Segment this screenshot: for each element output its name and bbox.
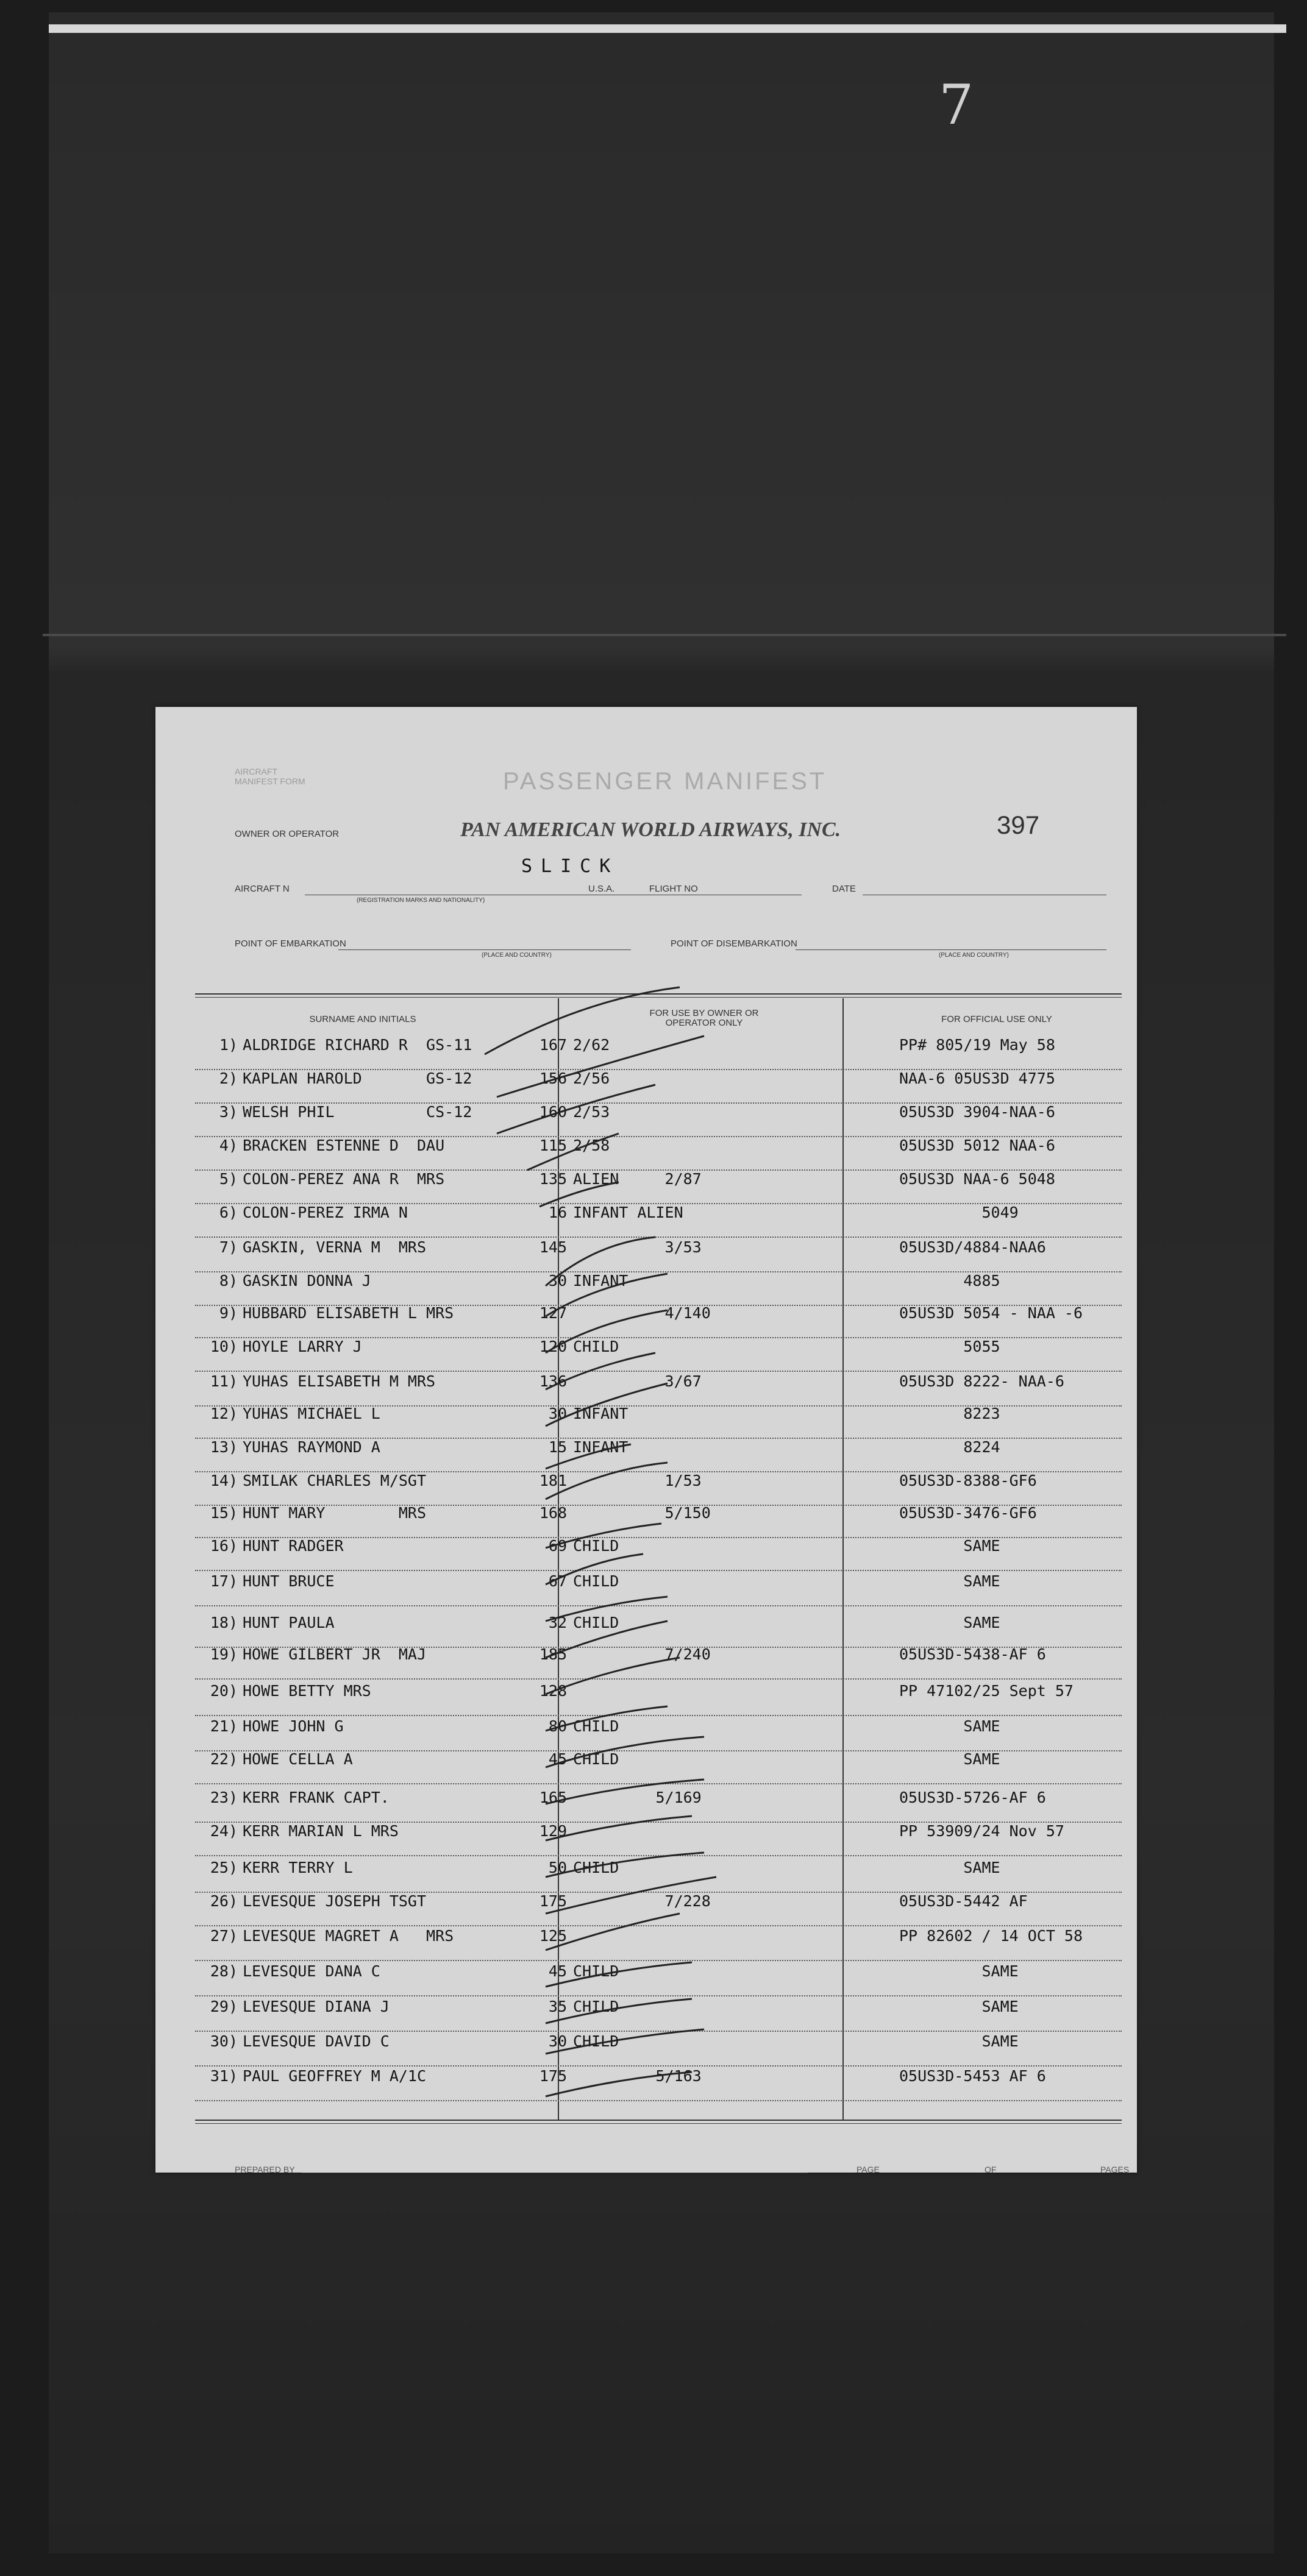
passenger-weight: 50 — [548, 1859, 567, 1876]
passenger-name: KERR FRANK CAPT. — [243, 1789, 390, 1806]
official-note: SAME — [899, 2032, 1019, 2050]
passenger-weight: 69 — [548, 1537, 567, 1555]
operator-note: 7/228 — [573, 1892, 711, 1910]
passenger-weight: 175 — [539, 2067, 567, 2085]
col-header-owner: FOR USE BY OWNER OR OPERATOR ONLY — [649, 1008, 759, 1028]
passenger-name: PAUL GEOFFREY M A/1C — [243, 2067, 427, 2085]
row-number: 16) — [210, 1537, 238, 1555]
row-number: 25) — [210, 1859, 238, 1876]
operator-note: CHILD — [573, 2032, 619, 2050]
passenger-name: COLON-PEREZ IRMA N — [243, 1204, 408, 1221]
operator-note: 3/53 — [573, 1238, 702, 1256]
passenger-name: KERR MARIAN L MRS — [243, 1822, 399, 1840]
row-number: 2) — [219, 1070, 238, 1087]
passenger-name: YUHAS MICHAEL L — [243, 1405, 380, 1422]
official-note: 8223 — [899, 1405, 1000, 1422]
operator-note: 5/169 — [573, 1789, 702, 1806]
row-number: 9) — [219, 1304, 238, 1322]
official-note: SAME — [899, 1998, 1019, 2015]
operator-note: 7/240 — [573, 1645, 711, 1663]
operator-note: 2/62 — [573, 1036, 610, 1054]
row-number: 22) — [210, 1750, 238, 1768]
form-code: AIRCRAFT MANIFEST FORM — [235, 767, 305, 786]
passenger-name: COLON-PEREZ ANA R MRS — [243, 1170, 445, 1188]
official-note: 05US3D 5012 NAA-6 — [899, 1137, 1055, 1154]
official-note: 05US3D-5438-AF 6 — [899, 1645, 1046, 1663]
row-number: 6) — [219, 1204, 238, 1221]
row-number: 12) — [210, 1405, 238, 1422]
row-number: 14) — [210, 1472, 238, 1489]
official-note: 05US3D 5054 - NAA -6 — [899, 1304, 1083, 1322]
passenger-name: WELSH PHIL CS-12 — [243, 1103, 472, 1121]
manifest-title: PASSENGER MANIFEST — [503, 768, 827, 795]
official-note: 05US3D-5442 AF — [899, 1892, 1028, 1910]
passenger-weight: 168 — [539, 1504, 567, 1522]
operator-note: 3/67 — [573, 1372, 702, 1390]
operator-note: 2/58 — [573, 1137, 610, 1154]
passenger-name: KERR TERRY L — [243, 1859, 353, 1876]
operator-note: CHILD — [573, 1537, 619, 1555]
official-note: SAME — [899, 1717, 1000, 1735]
passenger-weight: 32 — [548, 1614, 567, 1631]
passenger-weight: 30 — [548, 1405, 567, 1422]
official-note: PP 82602 / 14 OCT 58 — [899, 1927, 1083, 1945]
official-note: SAME — [899, 1859, 1000, 1876]
passenger-weight: 145 — [539, 1238, 567, 1256]
owner-name: PAN AMERICAN WORLD AIRWAYS, INC. — [460, 818, 841, 841]
passenger-weight: 15 — [548, 1438, 567, 1456]
operator-note: INFANT ALIEN — [573, 1204, 683, 1221]
operator-note: CHILD — [573, 1998, 619, 2015]
official-note: 05US3D-8388-GF6 — [899, 1472, 1037, 1489]
operator-note: 5/163 — [573, 2067, 702, 2085]
slick-stamp: SLICK — [521, 856, 619, 877]
official-note: 8224 — [899, 1438, 1000, 1456]
official-note: SAME — [899, 1962, 1019, 1980]
official-note: PP 53909/24 Nov 57 — [899, 1822, 1064, 1840]
official-note: 05US3D 3904-NAA-6 — [899, 1103, 1055, 1121]
passenger-weight: 127 — [539, 1304, 567, 1322]
official-note: SAME — [899, 1572, 1000, 1590]
film-divider — [43, 634, 1286, 636]
passenger-name: GASKIN, VERNA M MRS — [243, 1238, 427, 1256]
passenger-weight: 160 — [539, 1103, 567, 1121]
row-number: 11) — [210, 1372, 238, 1390]
passenger-name: HUNT RADGER — [243, 1537, 344, 1555]
aircraft-label: AIRCRAFT N — [235, 884, 290, 894]
official-note: 5049 — [899, 1204, 1019, 1221]
operator-note: ALIEN 2/87 — [573, 1170, 702, 1188]
operator-note: CHILD — [573, 1750, 619, 1768]
page-label: PAGE — [856, 2165, 880, 2174]
row-number: 10) — [210, 1338, 238, 1355]
passenger-weight: 45 — [548, 1962, 567, 1980]
passenger-name: LEVESQUE DAVID C — [243, 2032, 390, 2050]
official-note: NAA-6 05US3D 4775 — [899, 1070, 1055, 1087]
passenger-name: LEVESQUE DANA C — [243, 1962, 380, 1980]
operator-note: 2/53 — [573, 1103, 610, 1121]
handwritten-check-marks — [155, 707, 1137, 2173]
operator-note: CHILD — [573, 1572, 619, 1590]
operator-note: CHILD — [573, 1614, 619, 1631]
row-number: 26) — [210, 1892, 238, 1910]
passenger-weight: 185 — [539, 1645, 567, 1663]
page-number: 397 — [997, 811, 1040, 839]
official-note: SAME — [899, 1537, 1000, 1555]
operator-note: INFANT — [573, 1405, 629, 1422]
row-number: 3) — [219, 1103, 238, 1121]
passenger-name: HOWE JOHN G — [243, 1717, 344, 1735]
passenger-weight: 165 — [539, 1789, 567, 1806]
row-number: 24) — [210, 1822, 238, 1840]
official-note: PP 47102/25 Sept 57 — [899, 1682, 1074, 1700]
passenger-name: LEVESQUE MAGRET A MRS — [243, 1927, 454, 1945]
passenger-weight: 30 — [548, 2032, 567, 2050]
disembarkation-place-sublabel: (PLACE AND COUNTRY) — [939, 952, 1009, 959]
passenger-name: HOWE BETTY MRS — [243, 1682, 371, 1700]
passenger-name: SMILAK CHARLES M/SGT — [243, 1472, 427, 1489]
passenger-weight: 35 — [548, 1998, 567, 2015]
passenger-weight: 16 — [548, 1204, 567, 1221]
passenger-name: HUNT BRUCE — [243, 1572, 335, 1590]
row-number: 28) — [210, 1962, 238, 1980]
official-note: SAME — [899, 1750, 1000, 1768]
date-label: DATE — [832, 884, 856, 894]
usa-label: U.S.A. — [588, 884, 615, 894]
operator-note: 2/56 — [573, 1070, 610, 1087]
official-note: 05US3D NAA-6 5048 — [899, 1170, 1055, 1188]
operator-note: INFANT — [573, 1272, 629, 1290]
official-note: 05US3D-5453 AF 6 — [899, 2067, 1046, 2085]
official-note: PP# 805/19 May 58 — [899, 1036, 1055, 1054]
row-number: 27) — [210, 1927, 238, 1945]
passenger-name: YUHAS RAYMOND A — [243, 1438, 380, 1456]
operator-note: CHILD — [573, 1962, 619, 1980]
passenger-name: HUNT PAULA — [243, 1614, 335, 1631]
row-number: 5) — [219, 1170, 238, 1188]
operator-note: 1/53 — [573, 1472, 702, 1489]
flight-label: FLIGHT NO — [649, 884, 698, 894]
passenger-name: HOYLE LARRY J — [243, 1338, 362, 1355]
passenger-name: KAPLAN HAROLD GS-12 — [243, 1070, 472, 1087]
official-note: 5055 — [899, 1338, 1000, 1355]
official-note: 05US3D-3476-GF6 — [899, 1504, 1037, 1522]
passenger-name: LEVESQUE JOSEPH TSGT — [243, 1892, 427, 1910]
passenger-name: HOWE CELLA A — [243, 1750, 353, 1768]
embarkation-place-sublabel: (PLACE AND COUNTRY) — [482, 952, 552, 959]
film-edge — [49, 24, 1286, 33]
row-number: 30) — [210, 2032, 238, 2050]
row-number: 21) — [210, 1717, 238, 1735]
passenger-weight: 175 — [539, 1892, 567, 1910]
row-number: 29) — [210, 1998, 238, 2015]
prepared-by-label: PREPARED BY — [235, 2165, 295, 2174]
passenger-weight: 125 — [539, 1927, 567, 1945]
passenger-name: HOWE GILBERT JR MAJ — [243, 1645, 427, 1663]
operator-note: CHILD — [573, 1859, 619, 1876]
registration-sublabel: (REGISTRATION MARKS AND NATIONALITY) — [357, 897, 485, 904]
passenger-weight: 80 — [548, 1717, 567, 1735]
row-number: 8) — [219, 1272, 238, 1290]
film-frame-mark: 7 — [939, 73, 974, 137]
passenger-weight: 156 — [539, 1070, 567, 1087]
passenger-name: GASKIN DONNA J — [243, 1272, 371, 1290]
operator-note: CHILD — [573, 1338, 619, 1355]
row-number: 7) — [219, 1238, 238, 1256]
passenger-weight: 115 — [539, 1137, 567, 1154]
row-number: 31) — [210, 2067, 238, 2085]
operator-note: 4/140 — [573, 1304, 711, 1322]
passenger-manifest-sheet — [155, 707, 1137, 2173]
operator-note: INFANT — [573, 1438, 629, 1456]
official-note: 05US3D 8222- NAA-6 — [899, 1372, 1064, 1390]
passenger-name: HUNT MARY MRS — [243, 1504, 427, 1522]
passenger-weight: 136 — [539, 1372, 567, 1390]
row-number: 20) — [210, 1682, 238, 1700]
col-header-name: SURNAME AND INITIALS — [309, 1014, 416, 1024]
official-note: 05US3D-5726-AF 6 — [899, 1789, 1046, 1806]
passenger-weight: 167 — [539, 1036, 567, 1054]
row-number: 13) — [210, 1438, 238, 1456]
of-label: OF — [985, 2165, 997, 2174]
row-number: 4) — [219, 1137, 238, 1154]
row-number: 17) — [210, 1572, 238, 1590]
passenger-weight: 45 — [548, 1750, 567, 1768]
operator-note: 5/150 — [573, 1504, 711, 1522]
owner-label: OWNER OR OPERATOR — [235, 829, 340, 839]
pages-label: PAGES — [1100, 2165, 1130, 2174]
passenger-name: BRACKEN ESTENNE D DAU — [243, 1137, 445, 1154]
passenger-weight: 128 — [539, 1682, 567, 1700]
passenger-weight: 135 — [539, 1170, 567, 1188]
row-number: 1) — [219, 1036, 238, 1054]
passenger-weight: 120 — [539, 1338, 567, 1355]
official-note: 05US3D/4884-NAA6 — [899, 1238, 1046, 1256]
row-number: 18) — [210, 1614, 238, 1631]
operator-note: CHILD — [573, 1717, 619, 1735]
passenger-name: LEVESQUE DIANA J — [243, 1998, 390, 2015]
embarkation-label: POINT OF EMBARKATION — [235, 939, 346, 949]
passenger-name: YUHAS ELISABETH M MRS — [243, 1372, 436, 1390]
passenger-name: HUBBARD ELISABETH L MRS — [243, 1304, 454, 1322]
official-note: SAME — [899, 1614, 1000, 1631]
row-number: 23) — [210, 1789, 238, 1806]
disembarkation-label: POINT OF DISEMBARKATION — [671, 939, 797, 949]
col-header-official: FOR OFFICIAL USE ONLY — [941, 1014, 1052, 1024]
passenger-weight: 30 — [548, 1272, 567, 1290]
passenger-weight: 129 — [539, 1822, 567, 1840]
official-note: 4885 — [899, 1272, 1000, 1290]
passenger-name: ALDRIDGE RICHARD R GS-11 — [243, 1036, 472, 1054]
passenger-weight: 181 — [539, 1472, 567, 1489]
row-number: 19) — [210, 1645, 238, 1663]
row-number: 15) — [210, 1504, 238, 1522]
passenger-weight: 67 — [548, 1572, 567, 1590]
